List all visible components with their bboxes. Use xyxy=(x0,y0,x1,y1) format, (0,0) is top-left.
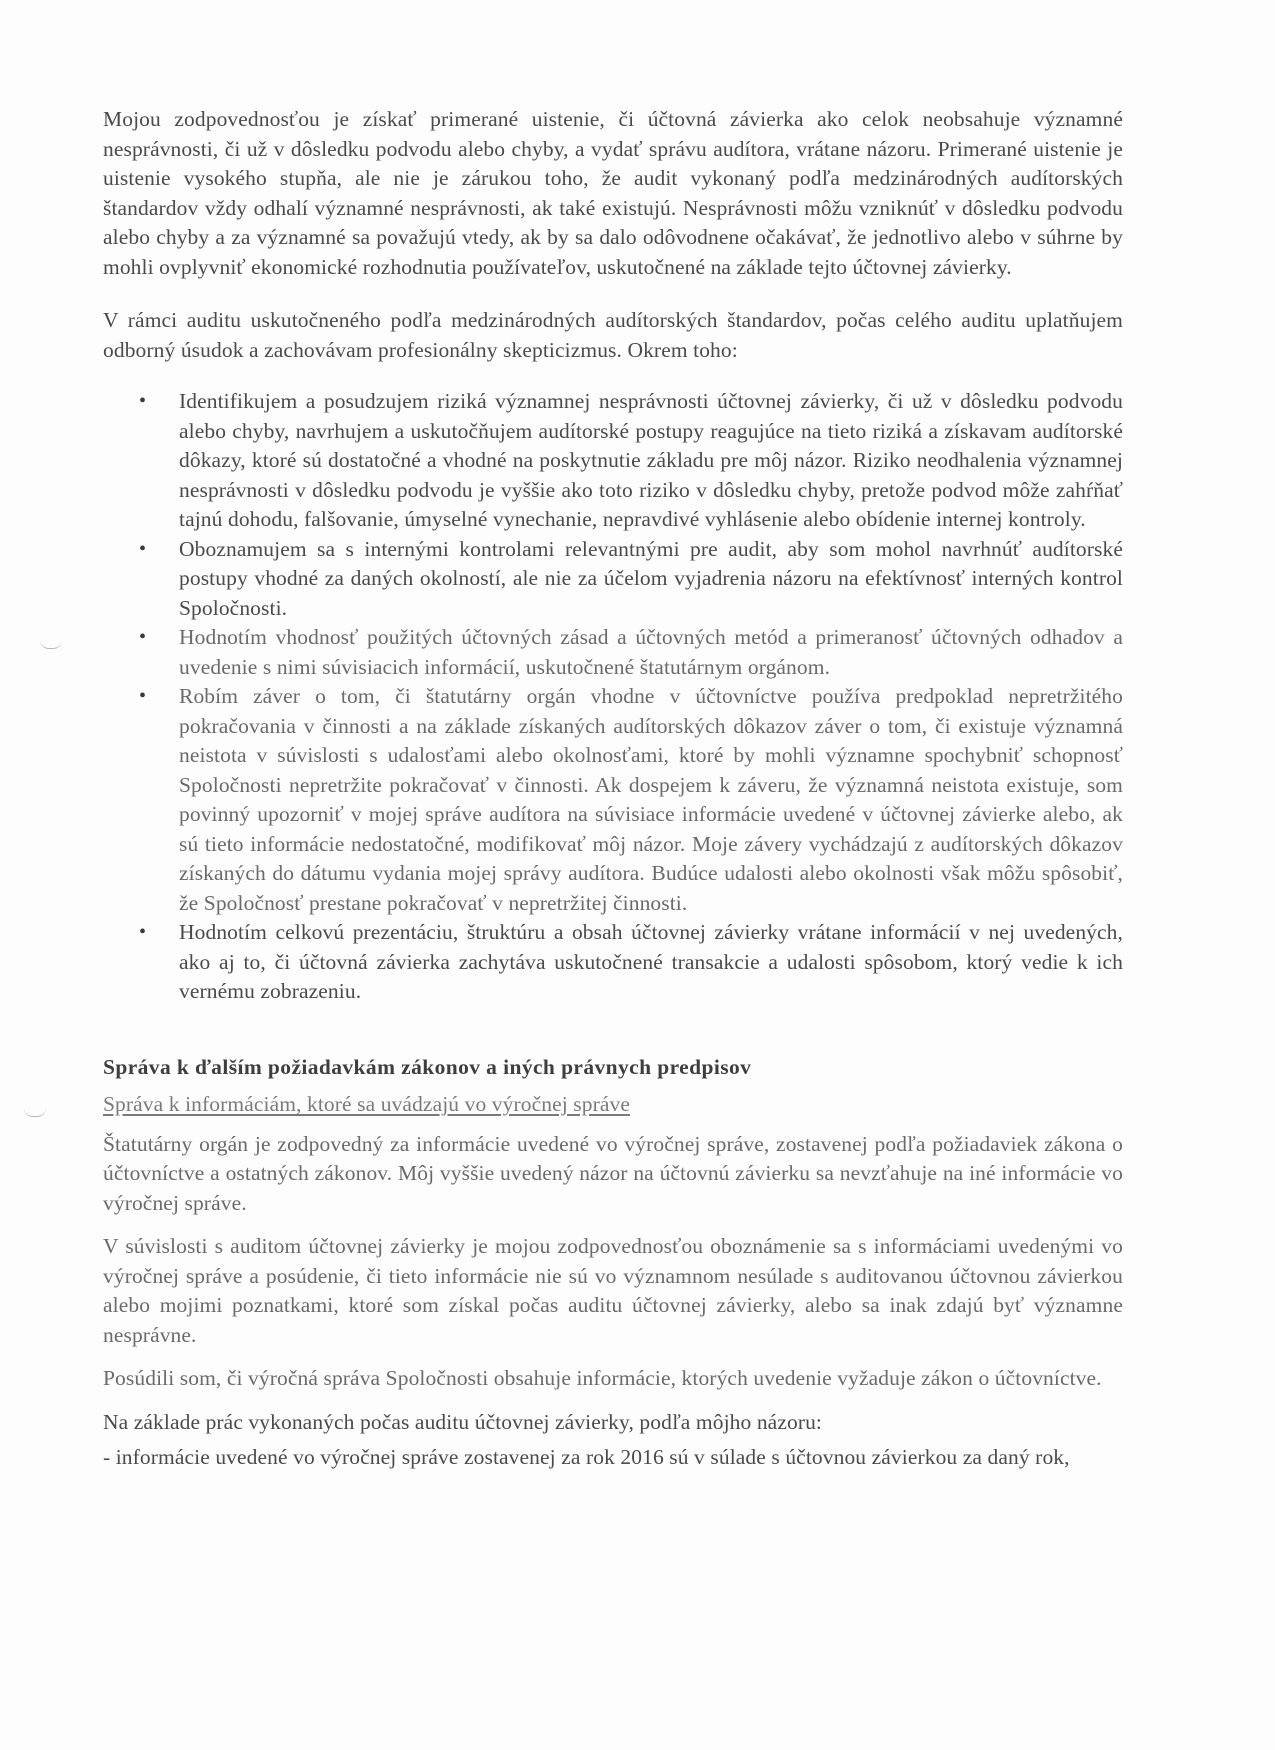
bullet-icon: • xyxy=(139,537,147,560)
subsection-heading: Správa k informáciám, ktoré sa uvádzajú vo výročnej správe xyxy=(103,1092,630,1116)
list-item: - informácie uvedené vo výročnej správe zostavenej za rok 2016 sú v súlade s účtovnou závierkou za daný rok, xyxy=(103,1445,1070,1469)
list-item-text: Hodnotím vhodnosť použitých účtovných zásad a účtovných metód a primeranosť účtovných odhadov a uvedenie s nimi súvisiacich informácií, uskutočnené štatutárnym orgánom. xyxy=(179,625,1123,679)
list-item xyxy=(103,387,1123,535)
list-item xyxy=(103,918,1123,1007)
margin-pencil-mark xyxy=(40,640,62,649)
bullet-icon: • xyxy=(139,390,147,412)
paragraph-statutory-body: Štatutárny orgán je zodpovedný za informácie uvedené vo výročnej správe, zostavenej podľa požiadaviek zákona o účtovníctve a ostatných zákonov. Môj vyššie uvedený názor na účtovnú závierku sa nevzťahuje na iné informácie vo výročnej správe. xyxy=(103,1131,1123,1215)
list-item-text: Robím záver o tom, či štatutárny orgán vhodne v účtovníctve používa predpoklad nepretržitého pokračovania v činnosti a na základe získaných audítorských dôkazov záver o tom, či existuje významná neistota v súvislosti s udalosťami alebo okolnosťami, ktoré by mohli významne spochybniť schopnosť Spoločnosti nepretržite pokračovať v činnosti. Ak dospejem k záveru, že významná neistota existuje, som povinný upozorniť v mojej správe audítora na súvisiace informácie uvedené v účtovnej závierke alebo, ak sú tieto informácie nedostatočné, modifikovať môj názor. Moje závery vychádzajú z audítorských dôkazov získaných do dátumu vydania mojej správy audítora. Budúce udalosti alebo okolnosti však môžu spôsobiť, že Spoločnosť prestane pokračovať v nepretržitej činnosti. xyxy=(179,684,1123,915)
paragraph-auditor-responsibility: Mojou zodpovednosťou je získať primerané uistenie, či účtovná závierka ako celok neobsahuje významné nesprávnosti, či už v dôsledku podvodu alebo chyby, a vydať správu audítora, vrátane názoru. Primerané uistenie je uistenie vysokého stupňa, ale nie je zárukou toho, že audit vykonaný podľa medzinárodných audítorských štandardov vždy odhalí významné nesprávnosti, ak také existujú. Nesprávnosti môžu vzniknúť v dôsledku podvodu alebo chyby a za významné sa považujú vtedy, ak by sa dalo odôvodnene očakávať, že jednotlivo alebo v súhrne by mohli ovplyvniť ekonomické rozhodnutia používateľov, uskutočnené na základe tejto účtovnej závierky. xyxy=(103,107,1123,279)
list-item xyxy=(103,535,1123,624)
list-item-text: Hodnotím celkovú prezentáciu, štruktúru a obsah účtovnej závierky vrátane informácií v nej uvedených, ako aj to, či účtovná závierka zachytáva uskutočnené transakcie a udalosti spôsobom, ktorý vedie k ich vernému zobrazeniu. xyxy=(179,920,1123,1003)
bullet-icon: • xyxy=(139,685,147,707)
list-item-text: Oboznamujem sa s internými kontrolami relevantnými pre audit, aby som mohol navrhnúť audítorské postupy vhodné za daných okolností, ale nie za účelom vyjadrenia názoru na efektívnosť interných kontrol Spoločnosti. xyxy=(179,536,1123,620)
bullet-icon: • xyxy=(139,626,147,648)
list-item xyxy=(103,623,1123,682)
section-heading: Správa k ďalším požiadavkám zákonov a iných právnych predpisov xyxy=(103,1054,752,1079)
list-item xyxy=(103,682,1123,918)
bullet-icon: • xyxy=(139,921,147,943)
document-body xyxy=(103,105,1123,1473)
paragraph-assessment: Posúdili som, či výročná správa Spoločnosti obsahuje informácie, ktorých uvedenie vyžaduje zákon o účtovníctve. xyxy=(103,1366,1102,1390)
margin-pencil-mark xyxy=(24,1108,46,1117)
paragraph-conclusion-intro: Na základe prác vykonaných počas auditu účtovnej závierky, podľa môjho názoru: xyxy=(103,1409,822,1434)
list-item-text: Identifikujem a posudzujem riziká významnej nesprávnosti účtovnej závierky, či už v dôsledku podvodu alebo chyby, navrhujem a uskutočňujem audítorské postupy reagujúce na tieto riziká a získavam audítorské dôkazy, ktoré sú dostatočné a vhodné na poskytnutie základu pre môj názor. Riziko neodhalenia významnej nesprávnosti v dôsledku podvodu je vyššie ako toto riziko v dôsledku chyby, pretože podvod môže zahŕňať tajnú dohodu, falšovanie, úmyselné vynechanie, nepravdivé vyhlásenie alebo obídenie internej kontroly. xyxy=(179,389,1123,531)
audit-procedures-list xyxy=(103,387,1123,1007)
paragraph-audit-scope: V rámci auditu uskutočneného podľa medzinárodných audítorských štandardov, počas celého auditu uplatňujem odborný úsudok a zachovávam profesionálny skepticizmus. Okrem toho: xyxy=(103,308,1123,362)
paragraph-annual-report-review: V súvislosti s auditom účtovnej závierky je mojou zodpovednosťou oboznámenie sa s informáciami uvedenými vo výročnej správe a posúdenie, či tieto informácie nie sú vo významnom nesúlade s auditovanou účtovnou závierkou alebo mojimi poznatkami, ktoré som získal počas auditu účtovnej závierky, alebo sa inak zdajú byť významne nesprávne. xyxy=(103,1234,1123,1347)
